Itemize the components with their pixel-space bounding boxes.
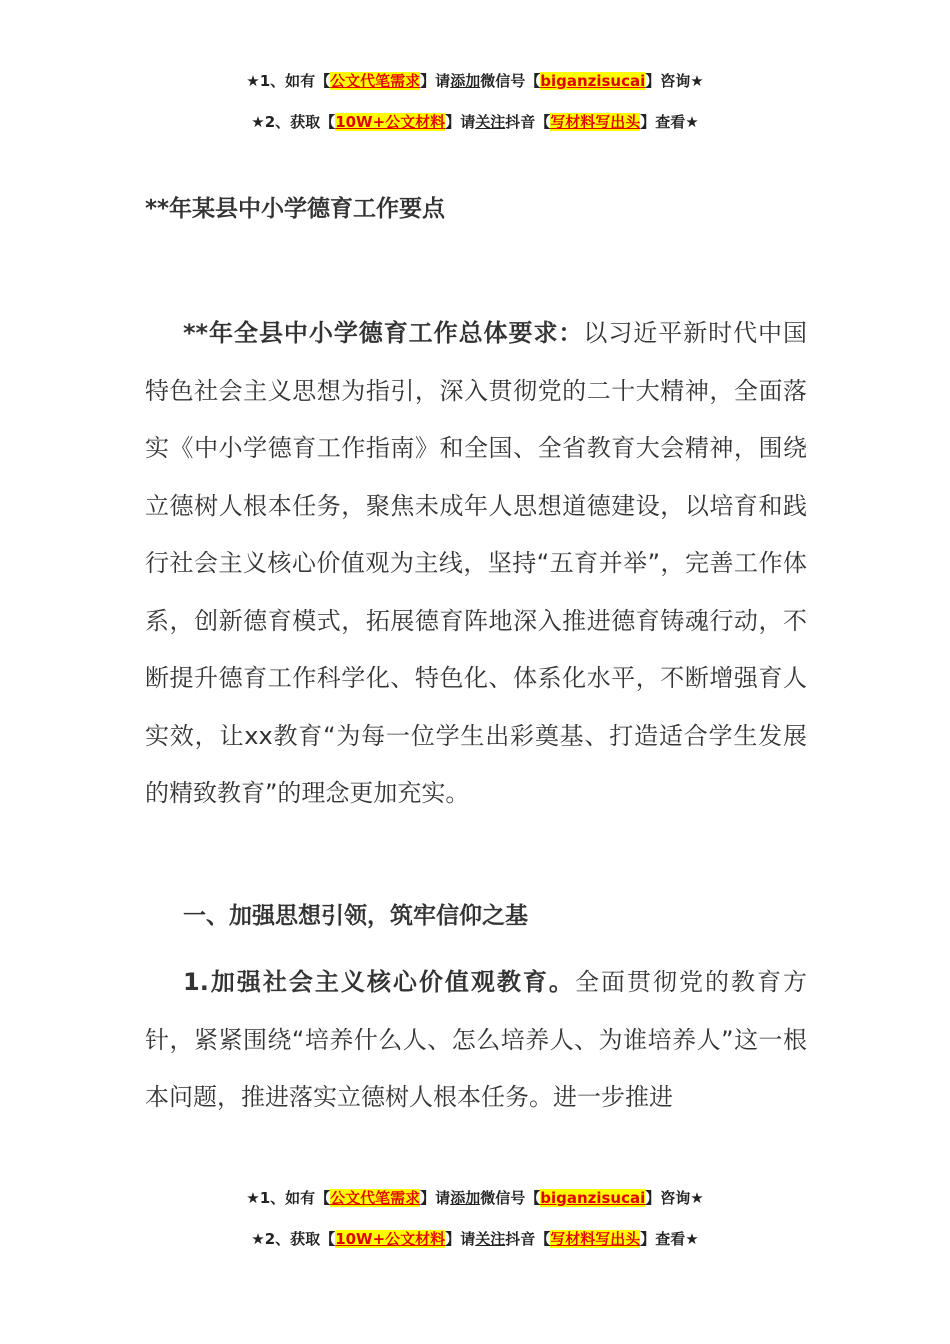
section-heading: 一、加强思想引领，筑牢信仰之基 bbox=[183, 903, 528, 929]
item-lead: 1.加强社会主义核心价值观教育。 bbox=[183, 968, 575, 996]
footer-banner-line-2 bbox=[0, 1228, 950, 1249]
footer-banner-line-1 bbox=[0, 1187, 950, 1208]
banner-text: 抖音【 bbox=[505, 113, 551, 131]
banner-text: 】咨询★ bbox=[645, 72, 704, 90]
banner-text: 】请 bbox=[445, 1230, 476, 1248]
underlined-text: 关注 bbox=[475, 1230, 506, 1248]
document-body-continued bbox=[145, 954, 807, 1127]
item-text: 全面贯彻党的教育方针，紧紧围绕“培养什么人、怎么培养人、为谁培养人”这一根本问题，推进落实立德树人根本任务。进一步推进 bbox=[145, 968, 807, 1111]
header-banner-line-1 bbox=[0, 70, 950, 91]
banner-text: 】请 bbox=[420, 72, 451, 90]
intro-lead: **年全县中小学德育工作总体要求： bbox=[183, 319, 584, 347]
item-paragraph bbox=[145, 954, 807, 1127]
douyin-id-highlight: 写材料写出头 bbox=[550, 1230, 641, 1248]
banner-text: 】请 bbox=[445, 113, 476, 131]
wechat-id-highlight: biganzisucai bbox=[540, 72, 646, 90]
banner-text: ★2、获取【 bbox=[251, 1230, 336, 1248]
banner-text: 】请 bbox=[420, 1189, 451, 1207]
banner-text: ★1、如有【 bbox=[246, 72, 331, 90]
banner-text: ★1、如有【 bbox=[246, 1189, 331, 1207]
banner-text: 微信号【 bbox=[480, 72, 541, 90]
document-title: **年某县中小学德育工作要点 bbox=[145, 196, 446, 222]
intro-text: 以习近平新时代中国特色社会主义思想为指引，深入贯彻党的二十大精神，全面落实《中小学德育工作指南》和全国、全省教育大会精神，围绕立德树人根本任务，聚焦未成年人思想道德建设，以培育和践行社会主义核心价值观为主线，坚持“五育并举”，完善工作体系，创新德育模式，拓展德育阵地深入推进德育铸魂行动，不断提升德育工作科学化、特色化、体系化水平，不断增强育人实效，让xx教育“为每一位学生出彩奠基、打造适合学生发展的精致教育”的理念更加充实。 bbox=[145, 319, 808, 807]
highlight-text: 公文代笔需求 bbox=[330, 72, 421, 90]
banner-text: ★2、获取【 bbox=[251, 113, 336, 131]
douyin-id-highlight: 写材料写出头 bbox=[550, 113, 641, 131]
highlight-text: 公文代笔需求 bbox=[330, 1189, 421, 1207]
banner-text: 抖音【 bbox=[505, 1230, 551, 1248]
banner-text: 】查看★ bbox=[640, 113, 699, 131]
wechat-id-highlight: biganzisucai bbox=[540, 1189, 646, 1207]
highlight-text: 10W+公文材料 bbox=[335, 113, 446, 131]
intro-paragraph bbox=[145, 305, 807, 823]
banner-text: 】咨询★ bbox=[645, 1189, 704, 1207]
header-banner-line-2 bbox=[0, 111, 950, 132]
underlined-text: 关注 bbox=[475, 113, 506, 131]
underlined-text: 添加 bbox=[450, 1189, 481, 1207]
document-body bbox=[145, 305, 807, 823]
underlined-text: 添加 bbox=[450, 72, 481, 90]
highlight-text: 10W+公文材料 bbox=[335, 1230, 446, 1248]
banner-text: 】查看★ bbox=[640, 1230, 699, 1248]
banner-text: 微信号【 bbox=[480, 1189, 541, 1207]
